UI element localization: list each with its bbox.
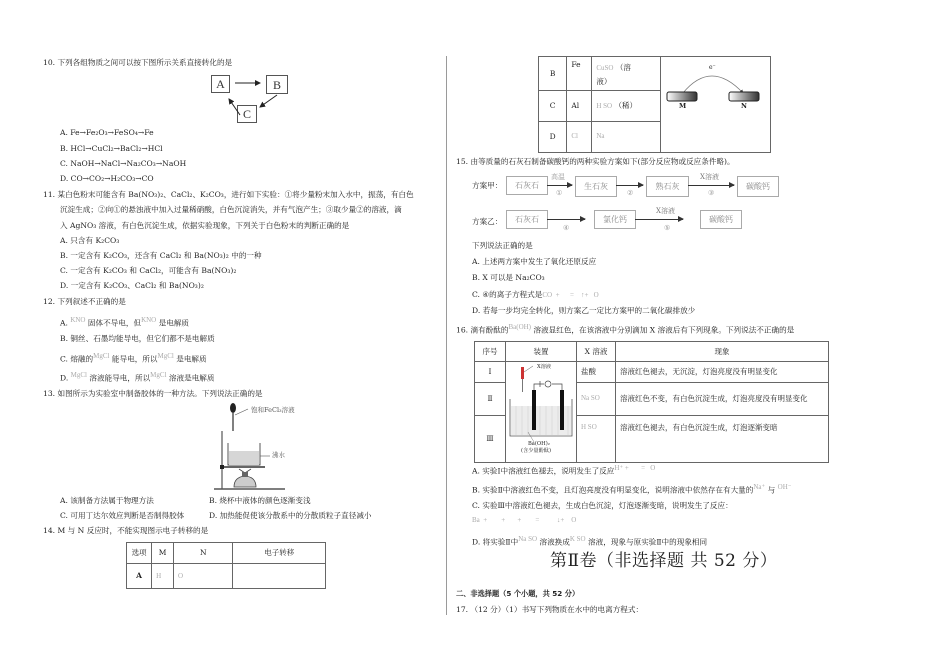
plan-a-arrow-1-top: 高温 — [551, 173, 565, 181]
option-text: 是电解质 — [173, 354, 207, 364]
q13-option-a: A. 该制备方法属于物理方法 — [60, 496, 154, 505]
formula-placeholder: Na SO — [518, 535, 538, 543]
row-a-option: A — [127, 564, 152, 589]
q10-option-a: A. Fe→Fe₂O₃→FeSO₄→Fe — [60, 128, 154, 137]
plan-b-label: 方案乙： — [472, 217, 503, 226]
part2-title: 第Ⅱ卷（非选择题 共 52 分） — [550, 551, 778, 571]
plan-a-arrow-2 — [616, 185, 643, 186]
diagram-box-c: C — [237, 105, 257, 123]
q17-stem: 17. （12 分）（1）书写下列物质在水中的电离方程式： — [456, 605, 644, 614]
electron-transfer-diagram — [660, 57, 770, 153]
option-text: 溶液，现象与原实验Ⅱ中的现象相同 — [585, 537, 708, 547]
q10-stem: 10. 下列各组物质之间可以按下图所示关系直接转化的是 — [43, 58, 233, 67]
plan-a-box-quicklime: 生石灰 — [575, 176, 617, 197]
q14-stem: 14. M 与 N 反应时，不能实现图示电子转移的是 — [43, 526, 209, 535]
formula-placeholder: K SO — [569, 535, 586, 543]
q11-option-d: D. 一定含有 K₂CO₃、CaCl₂ 和 Ba(NO₃)₂ — [60, 281, 204, 290]
row-d-m: Cl — [567, 121, 592, 152]
q10-option-d: D. CO→CO₂→H₂CO₃→CO — [60, 174, 154, 183]
formula-placeholder: KNO — [141, 316, 157, 324]
plan-b-arrow-4 — [547, 219, 585, 220]
plan-b-arrow-5-top: X溶液 — [656, 207, 675, 215]
formula-placeholder: OH⁻ — [777, 483, 792, 491]
stem-text: 16. 滴有酚酞的 — [456, 325, 509, 335]
plan-a-box-calcium-carbonate: 碳酸钙 — [737, 176, 779, 197]
option-text: C. 熔融的 — [60, 354, 94, 364]
row-a-transfer — [233, 564, 326, 589]
row-b-m: Fe — [567, 57, 592, 91]
q11-option-c: C. 一定含有 K₂CO₃ 和 CaCl₂，可能含有 Ba(NO₃)₂ — [60, 266, 237, 275]
q16-option-c-equation: Ba + + + = ↓+ O — [472, 516, 577, 524]
q11-stem-line3: 入 AgNO₃ 溶液，有白色沉淀生成，依据实验现象，下列关于白色粉末的判断正确的是 — [60, 221, 350, 230]
q11-stem-line2: 沉淀生成；②向①的悬浊液中加入过量稀硝酸，白色沉淀消失，并有气泡产生；③取少量②的溶液，滴 — [60, 205, 402, 214]
option-text: 溶液是电解质 — [166, 373, 215, 383]
q15-stem: 15. 由等质量的石灰石制备碳酸钙的两种实验方案如下(部分反应物或反应条件略)。 — [456, 157, 735, 166]
n-suffix: （稀） — [614, 100, 638, 110]
plan-b-arrow-5 — [635, 219, 683, 220]
option-text: B. 实验Ⅱ中溶液红色不变，且灯泡亮度没有明显变化，说明溶液中依然存在有大量的 — [472, 485, 754, 495]
diagram-box-b: B — [266, 75, 288, 94]
beaker-heating-apparatus-icon — [210, 401, 290, 491]
plan-a-arrow-3-bottom: ③ — [708, 189, 715, 197]
plan-a-arrow-3-top: X溶液 — [700, 173, 719, 181]
q16-option-d — [472, 536, 707, 546]
row-3-x: H SO — [577, 415, 616, 462]
stem-text: 溶液显红色，在该溶液中分别滴加 X 溶液后有下列现象。下列说法不正确的是 — [531, 325, 795, 335]
row-a-n: O — [174, 564, 233, 589]
row-2-result: 溶液红色不变，有白色沉淀生成，灯泡亮度没有明显变化 — [616, 383, 829, 416]
row-a-m: H — [152, 564, 174, 589]
formula-placeholder: MgCl — [70, 371, 87, 379]
section-heading: 二、非选择题（5 个小题，共 52 分） — [456, 589, 580, 598]
row-d-n: Na — [592, 121, 661, 152]
row-c-option: C — [539, 90, 567, 121]
plan-a-arrow-3 — [688, 185, 734, 186]
plan-b-box-calcium-carbonate: 碳酸钙 — [700, 210, 742, 229]
column-divider — [446, 56, 447, 615]
option-text: A. — [60, 318, 71, 328]
formula-placeholder: MgCl — [150, 371, 167, 379]
q13-option-d: D. 加热能促使该分散系中的分散质粒子直径减小 — [209, 511, 372, 520]
q14-table-part2 — [538, 56, 771, 153]
q12-option-a — [60, 317, 189, 327]
formula-placeholder: CO + = ↑+ O — [542, 291, 599, 299]
q16-option-a — [472, 465, 655, 475]
header-option: 选项 — [127, 543, 152, 564]
q15-prompt: 下列说法正确的是 — [472, 241, 533, 250]
formula-placeholder: H⁺ + = O — [614, 464, 656, 472]
q16-option-c: C. 实验Ⅲ中溶液红色褪去，生成白色沉淀，灯泡逐渐变暗，说明发生了反应： — [472, 501, 733, 510]
row-1-x: 盐酸 — [577, 362, 616, 383]
header-electron-transfer: 电子转移 — [233, 543, 326, 564]
row-1-result: 溶液红色褪去，无沉淀，灯泡亮度没有明显变化 — [616, 362, 829, 383]
option-text: 与 — [765, 485, 778, 495]
option-text: A. 实验Ⅰ中溶液红色褪去，说明发生了反应 — [472, 466, 615, 476]
solution-label-1: Ba(OH)₂ — [528, 441, 550, 447]
q11-option-b: B. 一定含有 K₂CO₃，还含有 CaCl₂ 和 Ba(NO₃)₂ 中的一种 — [60, 251, 262, 260]
header-x-solution: X 溶液 — [577, 342, 616, 362]
plan-b-box-limestone: 石灰石 — [506, 210, 548, 229]
row-d-option: D — [539, 121, 567, 152]
n-line2: 液） — [596, 77, 612, 87]
header-m: M — [152, 543, 174, 564]
formula-placeholder: Na⁺ — [753, 483, 766, 491]
plan-a-box-limestone: 石灰石 — [506, 176, 548, 195]
q11-option-a: A. 只含有 K₂CO₃ — [60, 236, 120, 245]
m-label: M — [678, 102, 687, 110]
dropper-label: 饱和FeCl₃溶液 — [251, 406, 295, 414]
q13-option-c: C. 可用丁达尔效应判断是否制得胶体 — [60, 511, 185, 520]
cycle-arrows-icon — [200, 70, 300, 130]
row-c-m: Al — [567, 90, 592, 121]
q16-stem — [456, 324, 794, 334]
formula-placeholder: MgCl — [157, 352, 174, 360]
option-text: 是电解质 — [156, 318, 190, 328]
option-text: D. 将实验Ⅱ中 — [472, 537, 519, 547]
q13-stem: 13. 如图所示为实验室中制备胶体的一种方法。下列说法正确的是 — [43, 389, 263, 398]
option-text: 溶液能导电，所以 — [87, 373, 151, 383]
row-b-n — [592, 57, 661, 91]
row-b-option: B — [539, 57, 567, 91]
q16-table — [474, 341, 829, 463]
n-suffix: （溶 — [615, 63, 631, 72]
plan-b-box-calcium-chloride: 氯化钙 — [594, 210, 636, 229]
plan-a-arrow-2-bottom: ② — [627, 189, 634, 197]
row-1-no: Ⅰ — [475, 362, 506, 383]
plan-b-arrow-4-bottom: ④ — [563, 224, 570, 232]
water-label: 沸水 — [272, 451, 285, 459]
option-text: 固体不导电，但 — [85, 318, 142, 328]
q12-option-c — [60, 353, 207, 363]
row-3-no: Ⅲ — [475, 415, 506, 462]
plan-b-arrow-5-bottom: ⑤ — [664, 224, 671, 232]
q15-option-b: B. X 可以是 Na₂CO₃ — [472, 273, 545, 282]
header-n: N — [174, 543, 233, 564]
q16-option-b — [472, 484, 791, 494]
q10-option-b: B. HCl→CuCl₂→BaCl₂→HCl — [60, 144, 163, 153]
formula-placeholder: Ba(OH) — [508, 323, 532, 331]
formula-placeholder: MgCl — [93, 352, 110, 360]
q14-table-part1 — [126, 542, 326, 589]
option-text: C. ④的离子方程式是 — [472, 290, 543, 299]
q10-option-c: C. NaOH→NaCl→Na₂CO₃→NaOH — [60, 159, 187, 168]
row-2-x: Na SO — [577, 383, 616, 416]
solution-label-2: (含少量酚酞) — [521, 448, 551, 454]
plan-a-box-slaked-lime: 熟石灰 — [646, 176, 689, 197]
formula-placeholder: H SO — [596, 101, 613, 110]
q12-option-b: B. 铜丝、石墨均能导电，但它们都不是电解质 — [60, 334, 215, 343]
q12-stem: 12. 下列叙述不正确的是 — [43, 297, 126, 306]
header-phenomenon: 现象 — [616, 342, 829, 362]
formula-placeholder: KNO — [70, 316, 86, 324]
electron-label: e⁻ — [708, 64, 716, 71]
row-2-no: Ⅱ — [475, 383, 506, 416]
option-text: 溶液换成 — [537, 537, 570, 547]
row-3-result: 溶液红色褪去，有白色沉淀生成，灯泡逐渐变暗 — [616, 415, 829, 462]
formula-placeholder: CuSO — [596, 64, 614, 72]
conductivity-apparatus — [506, 362, 577, 463]
plan-a-arrow-1 — [547, 185, 572, 186]
q15-option-c — [472, 291, 599, 299]
q13-option-b: B. 烧杯中液体的颜色逐渐变浅 — [209, 496, 311, 505]
plan-a-arrow-1-bottom: ① — [556, 189, 563, 197]
q15-option-d: D. 若每一步均完全转化，则方案乙一定比方案甲的二氧化碳排放少 — [472, 306, 696, 315]
header-no: 序号 — [475, 342, 506, 362]
q15-option-a: A. 上述两方案中发生了氧化还原反应 — [472, 257, 597, 266]
n-label: N — [740, 102, 747, 110]
header-apparatus: 装置 — [506, 342, 577, 362]
diagram-box-a: A — [211, 75, 230, 93]
q11-stem-line1: 11. 某白色粉末可能含有 Ba(NO₃)₂、CaCl₂、K₂CO₃，进行如下实验：①将少量粉末加入水中，振荡，有白色 — [43, 190, 414, 199]
x-solution-label: X溶液 — [537, 364, 552, 370]
option-text: 能导电，所以 — [109, 354, 158, 364]
option-text: D. — [60, 373, 71, 383]
row-c-n — [592, 90, 661, 121]
plan-a-label: 方案甲： — [472, 181, 503, 190]
q12-option-d — [60, 372, 215, 382]
